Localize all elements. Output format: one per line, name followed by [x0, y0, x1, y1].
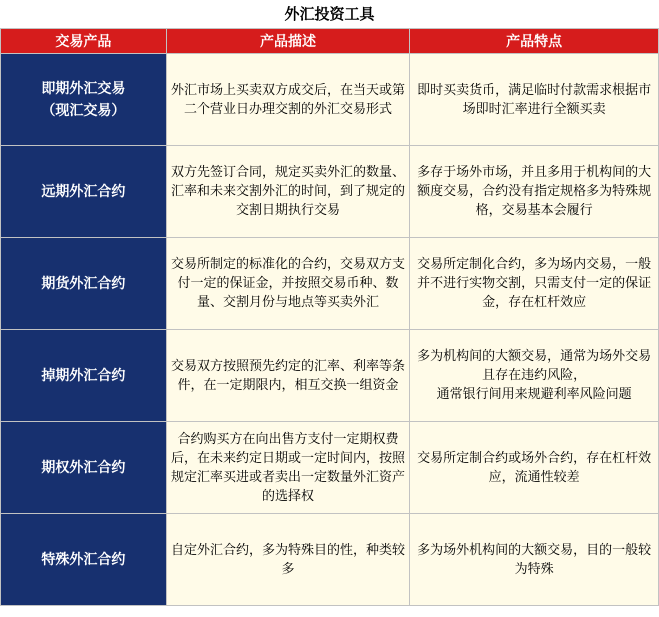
product-name: 即期外汇交易 （现汇交易） — [41, 80, 126, 119]
feature-cell: 交易所定制化合约，多为场内交易，一般并不进行实物交割，只需支付一定的保证金，存在杠杆效应 — [410, 238, 659, 330]
product-cell: 远期外汇合约 — [1, 146, 167, 238]
table-row — [1, 146, 659, 238]
forex-tools-table — [0, 28, 659, 606]
table-row — [1, 422, 659, 514]
table-row — [1, 330, 659, 422]
product-cell: 期货外汇合约 — [1, 238, 167, 330]
feature-cell: 多为机构间的大额交易，通常为场外交易且存在违约风险， 通常银行间用来规避利率风险问题 — [410, 330, 659, 422]
header-feature: 产品特点 — [410, 29, 659, 54]
header-row — [1, 29, 659, 54]
product-cell — [1, 54, 167, 146]
header-description: 产品描述 — [166, 29, 410, 54]
product-cell: 期权外汇合约 — [1, 422, 167, 514]
description-cell: 自定外汇合约，多为特殊目的性，种类较多 — [166, 514, 410, 606]
product-cell: 掉期外汇合约 — [1, 330, 167, 422]
table-title: 外汇投资工具 — [284, 5, 375, 23]
table-row — [1, 238, 659, 330]
feature-cell: 交易所定制合约或场外合约，存在杠杆效应，流通性较差 — [410, 422, 659, 514]
description-cell: 双方先签订合同，规定买卖外汇的数量、汇率和未来交割外汇的时间，到了规定的交割日期执行交易 — [166, 146, 410, 238]
header-product: 交易产品 — [1, 29, 167, 54]
description-cell: 交易双方按照预先约定的汇率、利率等条件，在一定期限内，相互交换一组资金 — [166, 330, 410, 422]
description-cell: 合约购买方在向出售方支付一定期权费后，在未来约定日期或一定时间内，按照规定汇率买进或者卖出一定数量外汇资产的选择权 — [166, 422, 410, 514]
feature-cell: 即时买卖货币，满足临时付款需求根据市场即时汇率进行全额买卖 — [410, 54, 659, 146]
table-row — [1, 54, 659, 146]
description-cell: 交易所制定的标准化的合约，交易双方支付一定的保证金，并按照交易币种、数量、交割月份与地点等买卖外汇 — [166, 238, 410, 330]
table-row — [1, 514, 659, 606]
feature-cell: 多存于场外市场，并且多用于机构间的大额度交易，合约没有指定规格多为特殊规格，交易基本会履行 — [410, 146, 659, 238]
feature-cell: 多为场外机构间的大额交易，目的一般较为特殊 — [410, 514, 659, 606]
description-cell: 外汇市场上买卖双方成交后，在当天或第二个营业日办理交割的外汇交易形式 — [166, 54, 410, 146]
product-cell: 特殊外汇合约 — [1, 514, 167, 606]
